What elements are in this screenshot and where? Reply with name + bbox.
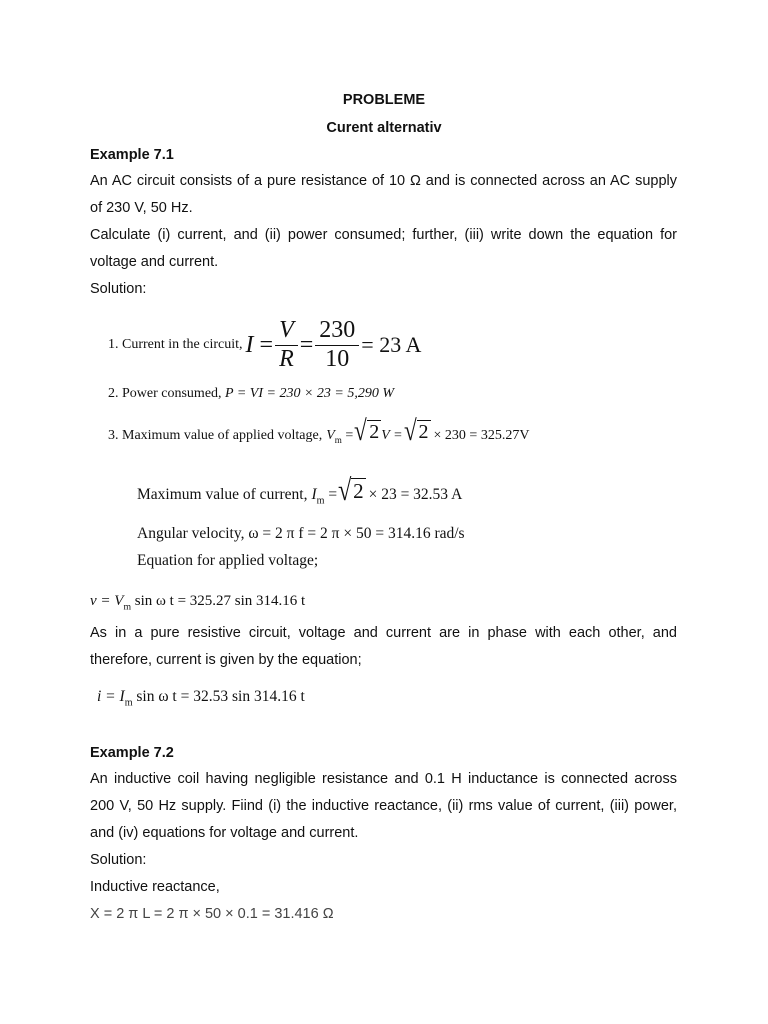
phase-paragraph-line-2: therefore, current is given by the equation; <box>90 652 362 668</box>
fraction-v-over-r: $\frac{V}{R}$ <box>275 317 298 373</box>
step-1-label: 1. Current in the circuit, <box>108 337 243 352</box>
example-7-1-heading: Example 7.1 <box>90 147 174 163</box>
example-7-2-problem-line-2: 200 V, 50 Hz supply. Fiind (i) the inductive reactance, (ii) rms value of current, (iii) power, <box>90 798 677 814</box>
example-7-2-problem-line-3: and (iv) equations for voltage and current. <box>90 825 359 841</box>
example-7-1-task-line-2: voltage and current. <box>90 254 219 270</box>
voltage-equation: $v = V_m$ sin ω t = 325.27 sin 314.16 t <box>90 593 306 613</box>
step-1-result: = 23 A <box>361 332 422 357</box>
example-7-2-problem-line-1: An inductive coil having negligible resistance and 0.1 H inductance is connected across <box>90 771 677 787</box>
example-7-1-problem-line-1: An AC circuit consists of a pure resistance of 10 Ω and is connected across an AC supply <box>90 173 677 189</box>
page-title: PROBLEME <box>342 92 426 108</box>
inductive-reactance-label: Inductive reactance, <box>90 879 220 895</box>
current-equation: $i = I_m$ sin ω t = 32.53 sin 314.16 t <box>97 688 305 709</box>
inductive-reactance-equation: X = 2 π L = 2 π × 50 × 0.1 = 31.416 Ω <box>90 906 334 922</box>
step-1-current-equation: 1. Current in the circuit, I = $\frac{V}{R}$ = $\frac{230}{10}$ = 23 A <box>108 316 422 372</box>
sqrt-symbol: √ 2 <box>354 415 380 447</box>
example-7-2-solution-label: Solution: <box>90 852 147 868</box>
example-7-1-solution-label: Solution: <box>90 281 147 297</box>
max-current-equation: Maximum value of current, $I_m$ = √ 2 × 23 = 32.53 A <box>137 473 463 507</box>
equation-voltage-label: Equation for applied voltage; <box>137 552 319 569</box>
page-subtitle: Curent alternativ <box>326 120 442 136</box>
fraction-230-over-10: $\frac{230}{10}$ <box>315 317 359 373</box>
sqrt-symbol: √ 2 <box>338 473 364 507</box>
example-7-2-heading: Example 7.2 <box>90 745 174 761</box>
step-3-max-voltage: 3. Maximum value of applied voltage, $V_m$ = √ 2 V = √ 2 × 230 = 325.27V <box>108 415 530 447</box>
step-2-power: 2. Power consumed, P = VI = 230 × 23 = 5,290 W <box>108 386 395 401</box>
step-2-expression: P = VI = 230 × 23 = 5,290 W <box>225 386 395 401</box>
example-7-1-task-line-1: Calculate (i) current, and (ii) power consumed; further, (iii) write down the equation for <box>90 227 677 243</box>
phase-paragraph-line-1: As in a pure resistive circuit, voltage and current are in phase with each other, and <box>90 625 677 641</box>
sqrt-symbol: √ 2 <box>403 415 429 447</box>
angular-velocity: Angular velocity, ω = 2 π f = 2 π × 50 = 314.16 rad/s <box>137 525 465 542</box>
step-1-lhs: I <box>245 331 254 358</box>
example-7-1-problem-line-2: of 230 V, 50 Hz. <box>90 200 193 216</box>
